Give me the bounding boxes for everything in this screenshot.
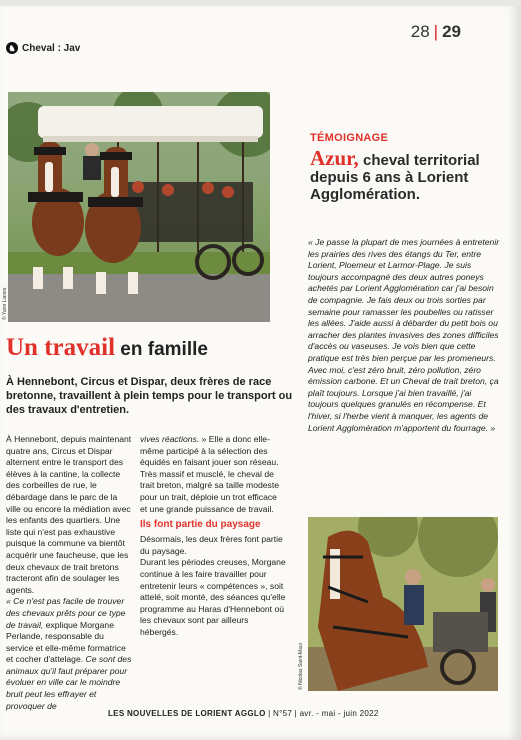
testimony-label: TÉMOIGNAGE [310,132,389,144]
article-column-2 [140,434,286,639]
testimony-title-rest: cheval territorial depuis 6 ans à Lorient Agglomération. [310,152,480,203]
headline-black: en famille [115,339,208,360]
page-footer: LES NOUVELLES DE LORIENT AGGLO | N°57 | avr. - mai - juin 2022 [108,709,379,718]
col2-quote-end: vives réactions. [140,434,200,444]
photo2-credit: © Nicolas Saint-Maur [298,642,304,690]
page-number-separator: | [433,22,439,41]
page-number-right: 29 [442,22,461,41]
col1-quote-2: Ce sont des animaux qu'il faut préparer pour évoluer en ville car le moindre bruit peut les effrayer et provoquer de [6,654,132,711]
page-number-left: 28 [410,22,430,41]
col2-paragraph-1 [140,434,286,515]
article-lead: À Hennebont, Circus et Dispar, deux frères de race bretonne, travaillent à plein temps pour le transport ou des travaux d'entretien. [6,376,293,416]
col1-paragraph-2 [6,596,132,712]
col2-paragraph-3: Durant les périodes creuses, Morgane continue à les faire travailler pour entretenir leurs « compétences », soit attelé, soit monté, des séances qu'elle programme au Haras d'Hennebont où les chevaux sont par ailleurs hébergés. [140,557,286,637]
col2-text-1: » Elle a donc elle-même participé à la sélection des équidés en faisant jouer son réseau. Très massif et musclé, le cheval de trait breton, malgré sa taille modeste pour un trait, déploie un trot efficace et une grande puissance de travail. [140,434,279,514]
photo1-credit: © Yann Lianes [2,287,8,320]
col1-attribution: explique Morgane Perlande, responsable du service et elle-même formatrice et cocher d'attelage. [6,619,126,665]
col1-paragraph-1: À Hennebont, depuis maintenant quatre ans, Circus et Dispar alternent entre le transport des élèves à la cantine, la collecte des corbeilles de rue, le débardage dans le parc de la ville ou encore la médiation avec les enfants des quartiers. Une liste qui n'est pas exhaustive puisque la commune va bientôt acquérir une faucheuse, que les deux chevaux de trait bretons tracteront afin de soulager les agents. [6,434,132,595]
carriage-photo [8,92,270,322]
headline-red: Un travail [6,334,116,361]
testimony-title-name: Azur, [310,146,359,170]
footer-issue: N°57 [273,709,293,718]
page-top-edge [0,0,521,6]
article-headline [6,334,306,362]
testimony-title [310,146,500,203]
footer-date: avr. - mai - juin 2022 [299,709,379,718]
carriage-photo-image [8,92,270,322]
page-number [411,22,461,42]
col1-quote-1: « Ce n'est pas facile de trouver des chevaux prêts pour ce type de travail, [6,596,126,630]
horse-photo [308,517,498,691]
horse-icon: ♞ [6,42,18,54]
col2-subhead: Ils font partie du paysage [140,519,261,531]
testimony-body: « Je passe la plupart de mes journées à entretenir les prairies des rives des étangs du Ter, entre Lorient, Ploemeur et Larmor-Plage. Je suis toujours accompagné des deux autres poneys achetés par Lorient Agglomération car j'ai besoin de compagnie. Je fais deux ou trois sorties par semaine pour ramasser les poubelles ou ratisser les allées. J'aide aussi à débarder du petit bois ou arracher des plantes invasives des zones difficiles d'accès ou vaseuses. Je vois bien que cette pratique est très bien perçue par les promeneurs. Avec moi, c'est zéro bruit, zéro pollution, zéro émission carbone. Et un Cheval de trait breton, ça plaît toujours. Lorsque j'ai bien travaillé, j'ai toujours quelques granulés en récompense. Et l'hiver, si l'herbe vient à manquer, les agents de Lorient Agglomération m'apportent du fourrage. » [308,237,500,433]
section-label-text: Cheval : Jav [22,42,81,54]
horse-photo-image [308,517,498,691]
col2-paragraph-2: Désormais, les deux frères font partie du paysage. [140,534,283,556]
footer-magazine: LES NOUVELLES DE LORIENT AGGLO [108,709,266,718]
section-label [6,42,80,54]
article-column-1 [6,434,132,712]
